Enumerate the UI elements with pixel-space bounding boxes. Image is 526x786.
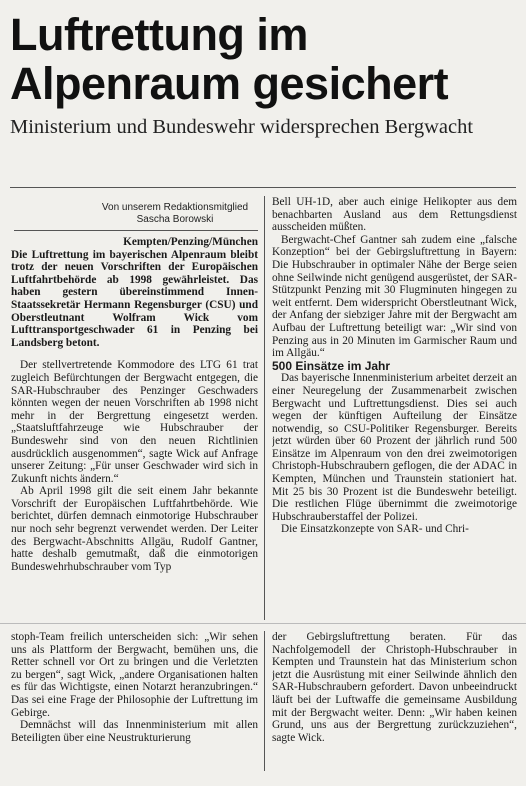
byline-author: Sascha Borowski: [136, 214, 214, 225]
clipping-seam: [0, 623, 526, 624]
lead-text: Die Luftrettung im bayerischen Alpenraum bleibt trotz der neuen Vorschriften der Europäischen Luftfahrtbehörde ab 1998 gewährleistet. Das haben gestern übereinstimmend Innen-Staatssekretär Hermann Regensburger (CSU) und Oberstleutnant Wolfram Wick vom Lufttransportgeschwader 61 in Penzing bei Landsberg betont.: [11, 248, 258, 349]
byline: [100, 202, 250, 226]
article-column-2: [272, 196, 517, 616]
headline-line-2: Alpenraum gesichert: [10, 58, 449, 109]
byline-line-1: Von unserem Redaktionsmitglied: [101, 202, 249, 213]
article-paragraph: Demnächst will das Innenministerium mit allen Beteiligten über eine Neustrukturierung: [11, 719, 258, 744]
article-paragraph: Ab April 1998 gilt die seit einem Jahr bekannte Vorschrift der Europäischen Luftfahrtbehörde. Wie berichtet, dürfen demnach einmotorige Hubschrauber nur noch sehr begrenzt verwendet werden. Der Leiter des Bergwacht-Abschnitts Allgäu, Rudolf Gantner, hatte deshalb gemutmaßt, daß die einmotorigen Bundeswehrhubschrauber vom Typ: [11, 485, 258, 573]
section-subheading: 500 Einsätze im Jahr: [272, 358, 391, 373]
byline-rule: [14, 230, 258, 231]
article-paragraph: Die Einsatzkonzepte von SAR- und Chri-: [281, 523, 469, 536]
article-paragraph: der Gebirgsluftrettung beraten. Für das Nachfolgemodell der Christoph-Hubschrauber in Kempten und Traunstein hat das Ministerium schon jetzt die Ausrüstung mit einer Seilwinde ähnlich den SAR-Hubschraubern gefordert. Davon unbeeindruckt läuft bei der Luftwaffe die gemeinsame Ausbildung mit der Bergwacht weiter. Denn: „Wir haben keinen Grund, uns aus der Bergrettung zurückzuziehen“, sagte Wick.: [272, 631, 517, 744]
column-divider-bottom: [264, 631, 265, 771]
article-column-3: [11, 631, 258, 771]
headline-line-1: Luftrettung im: [10, 9, 308, 60]
article-column-4: [272, 631, 517, 771]
headline: [10, 10, 520, 108]
article-paragraph: Das bayerische Innenministerium arbeitet derzeit an einer Neuregelung der Zusammenarbeit zwischen Bergwacht und Luftrettungsdienst. Dies sei auch wegen der künftigen Aufteilung der Einsätze notwendig, so CSU-Politiker Regensburger. Bereits jetzt würden über 60 Prozent der jährlich rund 500 Einsätze im Alpenraum von den drei zweimotorigen Christoph-Hubschraubern geflogen, die der ADAC in Kempten, München und Traunstein stationiert hat. Mit 25 bis 30 Prozent ist die Bundeswehr beteiligt. Die restlichen Flüge übernimmt die zweimotorige Hubschrauberstaffel der Polizei.: [272, 372, 517, 523]
article-paragraph: stoph-Team freilich unterscheiden sich: „Wir sehen uns als Plattform der Bergwacht, bemühen uns, die Retter schnell vor Ort zu bringen und die Verletzten zu bergen“, sagt Wick, „andere Organisationen halten es für das Wichtigste, einen Notarzt heranzubringen.“ Das sei eine Frage der Philosophie der Luftrettung im Gebirge.: [11, 631, 258, 719]
article-paragraph: Bell UH-1D, aber auch einige Helikopter aus dem benachbarten Ausland aus dem Rettungsdienst ausscheiden müßten.: [272, 196, 517, 234]
column-divider: [264, 196, 265, 620]
rule-under-subheadline: [10, 187, 516, 188]
article-paragraph: Bergwacht-Chef Gantner sah zudem eine „falsche Konzeption“ bei der Gebirgsluftrettung in Bayern: Die Hubschrauber in optimaler Nähe der Berge seien ohne Seilwinde nicht genügend ausgerüstet, der SAR-Stützpunkt Penzing mit 30 Flugminuten hingegen zu weit entfernt. Dem widerspricht Oberstleutnant Wick, der Anfang der siebziger Jahre mit der Bergwacht am Aufbau der Luftrettung beteiligt war: „Wir sind von Penzing aus in 20 Minuten im Garmischer Raum und im Allgäu.“: [272, 233, 517, 360]
article-lead: [11, 236, 258, 349]
subheadline: Ministerium und Bundeswehr widersprechen Bergwacht: [10, 116, 474, 138]
dateline: Kempten/Penzing/München: [123, 236, 258, 248]
article-column-1: [11, 236, 258, 618]
article-paragraph: Der stellvertretende Kommodore des LTG 61 trat zugleich Befürchtungen der Bergwacht entgegen, die SAR-Hubschrauber des Penzinger Geschwaders könnten wegen der neuen Vorschriften ab 1998 nicht mehr in der Bergrettung eingesetzt werden. „Staatsluftfahrzeuge wie Hubschrauber der Bundeswehr sind von den neuen Richtlinien ausdrücklich ausgenommen“, sagte Wick auf Anfrage unserer Zeitung: „Für unser Geschwader wird sich in Zukunft nichts ändern.“: [11, 359, 258, 485]
